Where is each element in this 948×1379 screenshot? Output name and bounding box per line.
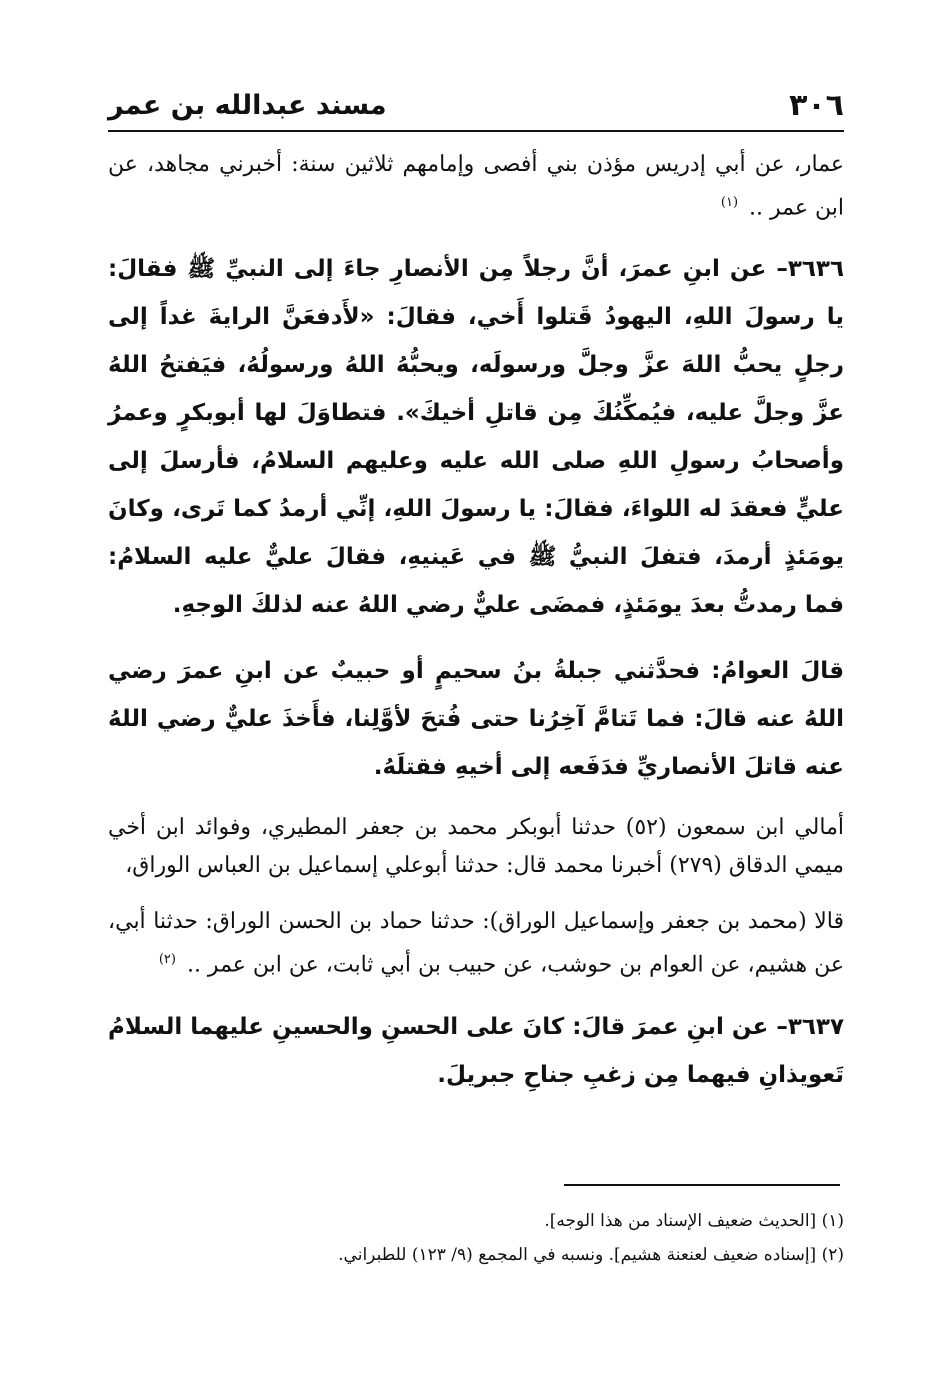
- hadith-number: ٣٦٣٧–: [776, 1013, 844, 1040]
- paragraph-text: أمالي ابن سمعون (٥٢) حدثنا أبوبكر محمد بن جعفر المطيري، وفوائد ابن أخي ميمي الدقاق (٢٧٩) أخبرنا محمد قال: حدثنا أبوعلي إسماعيل بن العباس الوراق،: [108, 815, 844, 879]
- hadith-3636: [108, 245, 844, 629]
- paragraph-sources: [108, 809, 844, 885]
- hadith-3637: [108, 1003, 844, 1099]
- footnote-divider: [564, 1184, 840, 1186]
- main-text: [108, 146, 844, 1117]
- footnote-1: (١) [الحديث ضعيف الإسناد من هذا الوجه].: [544, 1211, 844, 1231]
- paragraph-text: قالا (محمد بن جعفر وإسماعيل الوراق): حدثنا حماد بن الحسن الوراق: حدثنا أبي، عن هشيم، عن العوام بن حوشب، عن حبيب بن أبي ثابت، عن ابن عمر ..: [108, 909, 844, 978]
- page-number: ٣٠٦: [789, 88, 844, 123]
- footnotes: [108, 1204, 844, 1272]
- paragraph-isnad: [108, 903, 844, 984]
- footnote-marker: (٢): [158, 952, 176, 968]
- running-title: مسند عبدالله بن عمر: [108, 90, 387, 121]
- paragraph-isnad-continuation: [108, 146, 844, 227]
- hadith-text: عن ابنِ عمرَ قالَ: كانَ على الحسنِ والحسينِ عليهما السلامُ تَعويذانِ فيهما مِن زغبِ جناحِ جبريلَ.: [108, 1013, 844, 1088]
- page-header: [108, 86, 844, 132]
- footnote-marker: (١): [720, 195, 739, 210]
- hadith-3636-addendum: [108, 647, 844, 791]
- paragraph-text: عمار، عن أبي إدريس مؤذن بني أفصى وإمامهم ثلاثين سنة: أخبرني مجاهد، عن ابن عمر ..: [108, 152, 844, 221]
- paragraph-text: قالَ العوامُ: فحدَّثني جبلةُ بنُ سحيمٍ أو حبيبٌ عن ابنِ عمرَ رضي اللهُ عنه قالَ: فما تَتامَّ آخِرُنا حتى فُتحَ لأوَّلِنا، فأَخذَ عليٌّ رضي اللهُ عنه قاتلَ الأنصاريِّ فدَفَعه إلى أخيهِ فقتلَهُ.: [108, 658, 844, 781]
- hadith-number: ٣٦٣٦–: [776, 256, 844, 283]
- hadith-text: عن ابنِ عمرَ، أنَّ رجلاً مِن الأنصارِ جاءَ إلى النبيِّ ﷺ فقالَ: يا رسولَ اللهِ، اليهودُ قَتلوا أَخي، فقالَ: «لأَدفعَنَّ الرايةَ غداً إلى رجلٍ يحبُّ اللهَ عزَّ وجلَّ ورسولَه، ويحبُّهُ اللهُ ورسولُهُ، فيَفتحُ اللهُ عزَّ وجلَّ عليه، فيُمكِّنُكَ مِن قاتلِ أخيكَ». فتطاوَلَ لها أبوبكرٍ وعمرُ وأصحابُ رسولِ اللهِ صلى الله عليه وعليهم السلامُ، فأرسلَ إلى عليٍّ فعقدَ له اللواءَ، فقالَ: يا رسولَ اللهِ، إنِّي أرمدُ كما تَرى، وكانَ يومَئذٍ أرمدَ، فتفلَ النبيُّ ﷺ في عَينيهِ، فقالَ عليٌّ عليه السلامُ: فما رمدتُّ بعدَ يومَئذٍ، فمضَى عليٌّ رضي اللهُ عنه لذلكَ الوجهِ.: [108, 256, 844, 619]
- footnote-2: (٢) [إسناده ضعيف لعنعنة هشيم]. ونسبه في المجمع (٩/ ١٢٣) للطبراني.: [338, 1245, 844, 1265]
